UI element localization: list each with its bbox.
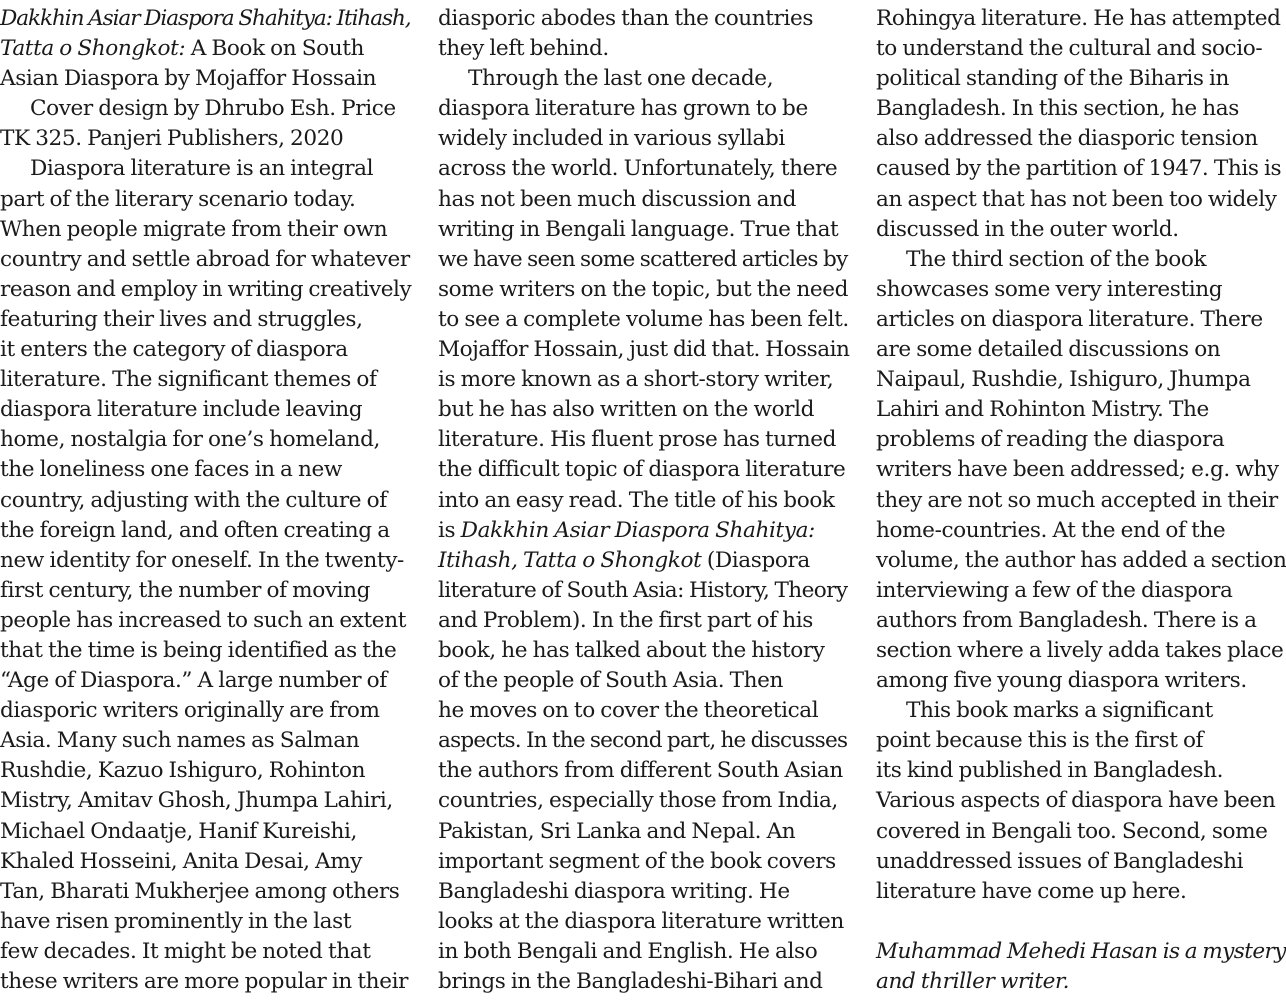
text-run: some writers on the topic, but the need xyxy=(438,276,849,302)
text-line xyxy=(0,937,412,967)
text-run: Michael Ondaatje, Hanif Kureishi, xyxy=(0,818,358,844)
text-column-1 xyxy=(0,4,412,997)
text-run: When people migrate from their own xyxy=(0,216,388,242)
text-run: of the people of South Asia. Then xyxy=(438,668,784,694)
text-run: into an easy read. The title of his book xyxy=(438,487,835,513)
text-run: Mojaffor Hossain, just did that. Hossain xyxy=(438,337,850,363)
text-line xyxy=(438,335,850,365)
text-line xyxy=(438,185,850,215)
italic-text-run: Dakkhin Asiar Diaspora Shahitya: Itihash, xyxy=(0,6,411,31)
text-line xyxy=(0,154,412,184)
text-run: This book marks a significant xyxy=(906,698,1213,724)
text-run: its kind published in Bangladesh. xyxy=(876,758,1224,784)
text-line xyxy=(438,455,850,485)
text-run: political standing of the Biharis in xyxy=(876,66,1230,92)
text-line xyxy=(876,4,1286,34)
text-line xyxy=(438,34,850,64)
text-line xyxy=(0,726,412,756)
text-run: Rushdie, Kazuo Ishiguro, Rohinton xyxy=(0,758,366,784)
text-run: is more known as a short-story writer, xyxy=(438,367,834,393)
text-run: countries, especially those from India, xyxy=(438,788,838,814)
text-run: problems of reading the diaspora xyxy=(876,427,1225,453)
text-run: section where a lively adda takes place xyxy=(876,637,1284,663)
text-line xyxy=(876,937,1286,967)
text-run: authors from Bangladesh. There is a xyxy=(876,607,1257,633)
text-run: to see a complete volume has been felt. xyxy=(438,306,849,332)
text-line xyxy=(438,877,850,907)
text-run: brings in the Bangladeshi-Bihari and xyxy=(438,969,823,994)
text-run: first century, the number of moving xyxy=(0,577,371,603)
text-run: country and settle abroad for whatever xyxy=(0,246,410,272)
text-line xyxy=(0,636,412,666)
italic-text-run: and thriller writer. xyxy=(876,969,1070,994)
text-line xyxy=(876,636,1286,666)
text-line xyxy=(438,666,850,696)
text-run: writers have been addressed; e.g. why xyxy=(876,457,1279,483)
line-spacer xyxy=(876,907,1286,937)
text-line xyxy=(0,275,412,305)
text-run: they are not so much accepted in their xyxy=(876,487,1278,513)
text-run: “Age of Diaspora.” A large number of xyxy=(0,668,387,694)
text-run: the loneliness one faces in a new xyxy=(0,457,342,483)
text-run: covered in Bengali too. Second, some xyxy=(876,818,1268,844)
text-line xyxy=(438,786,850,816)
text-line xyxy=(876,516,1286,546)
text-line xyxy=(876,94,1286,124)
text-line xyxy=(0,756,412,786)
text-line xyxy=(438,516,850,546)
text-line xyxy=(876,185,1286,215)
text-run: Mistry, Amitav Ghosh, Jhumpa Lahiri, xyxy=(0,788,393,814)
text-run: but he has also written on the world xyxy=(438,397,815,423)
text-run: The third section of the book xyxy=(906,246,1207,272)
text-line xyxy=(0,245,412,275)
text-run: country, adjusting with the culture of xyxy=(0,487,387,513)
text-line xyxy=(0,455,412,485)
text-line xyxy=(876,847,1286,877)
text-line xyxy=(876,64,1286,94)
text-line xyxy=(0,817,412,847)
text-line xyxy=(438,94,850,124)
text-line xyxy=(438,64,850,94)
text-line xyxy=(876,817,1286,847)
text-line xyxy=(0,395,412,425)
text-column-2 xyxy=(438,4,850,997)
text-run: home, nostalgia for one’s homeland, xyxy=(0,427,381,453)
italic-text-run: Dakkhin Asiar Diaspora Shahitya: xyxy=(460,517,815,543)
text-line xyxy=(0,546,412,576)
text-line xyxy=(438,245,850,275)
text-line xyxy=(438,576,850,606)
text-line xyxy=(876,967,1286,997)
text-line xyxy=(0,696,412,726)
text-run: across the world. Unfortunately, there xyxy=(438,156,838,182)
text-run: has not been much discussion and xyxy=(438,186,797,212)
text-line xyxy=(0,64,412,94)
text-line xyxy=(0,124,412,154)
text-line xyxy=(438,425,850,455)
text-line xyxy=(438,636,850,666)
text-line xyxy=(0,576,412,606)
text-line xyxy=(876,756,1286,786)
text-run: TK 325. Panjeri Publishers, 2020 xyxy=(0,126,344,152)
text-run: looks at the diaspora literature written xyxy=(438,908,844,934)
text-run: is xyxy=(438,517,461,543)
text-line xyxy=(0,516,412,546)
text-line xyxy=(876,576,1286,606)
text-line xyxy=(0,786,412,816)
text-run: the foreign land, and often creating a xyxy=(0,517,390,543)
text-line xyxy=(438,395,850,425)
text-run: point because this is the first of xyxy=(876,728,1204,754)
text-line xyxy=(876,877,1286,907)
text-run: literature. The significant themes of xyxy=(0,367,377,393)
text-line xyxy=(438,365,850,395)
text-run: articles on diaspora literature. There xyxy=(876,306,1263,332)
text-line xyxy=(876,546,1286,576)
book-review-page xyxy=(0,4,1286,1004)
text-run: have risen prominently in the last xyxy=(0,908,352,934)
text-line xyxy=(438,215,850,245)
text-line xyxy=(438,967,850,997)
text-run: Diaspora literature is an integral xyxy=(30,156,374,182)
text-run: caused by the partition of 1947. This is xyxy=(876,156,1282,182)
text-line xyxy=(438,696,850,726)
text-line xyxy=(0,425,412,455)
text-run: Asia. Many such names as Salman xyxy=(0,728,360,754)
text-line xyxy=(876,786,1286,816)
text-run: book, he has talked about the history xyxy=(438,637,825,663)
text-line xyxy=(438,305,850,335)
text-run: interviewing a few of the diaspora xyxy=(876,577,1233,603)
text-run: Rohingya literature. He has attempted xyxy=(876,6,1281,31)
text-line xyxy=(438,847,850,877)
text-line xyxy=(876,696,1286,726)
text-run: diasporic writers originally are from xyxy=(0,698,380,724)
text-run: Naipaul, Rushdie, Ishiguro, Jhumpa xyxy=(876,367,1251,393)
text-column-3 xyxy=(876,4,1286,997)
text-run: Lahiri and Rohinton Mistry. The xyxy=(876,397,1209,423)
text-line xyxy=(0,305,412,335)
text-run: literature have come up here. xyxy=(876,878,1187,904)
text-run: Various aspects of diaspora have been xyxy=(876,788,1276,814)
text-run: unaddressed issues of Bangladeshi xyxy=(876,848,1244,874)
text-line xyxy=(438,124,850,154)
text-run: widely included in various syllabi xyxy=(438,126,785,152)
text-run: (Diaspora xyxy=(701,547,810,573)
text-run: are some detailed discussions on xyxy=(876,337,1221,363)
text-run: few decades. It might be noted that xyxy=(0,938,371,964)
text-line xyxy=(438,756,850,786)
text-run: A Book on South xyxy=(185,36,365,62)
text-run: literature. His fluent prose has turned xyxy=(438,427,837,453)
text-run: an aspect that has not been too widely xyxy=(876,186,1277,212)
italic-text-run: Muhammad Mehedi Hasan is a mystery xyxy=(876,938,1286,964)
text-line xyxy=(0,967,412,997)
text-run: they left behind. xyxy=(438,36,609,62)
italic-text-run: Itihash, Tatta o Shongkot xyxy=(438,547,702,573)
text-run: in both Bengali and English. He also xyxy=(438,938,818,964)
text-line xyxy=(876,365,1286,395)
text-line xyxy=(0,4,412,34)
text-line xyxy=(0,94,412,124)
text-run: Pakistan, Sri Lanka and Nepal. An xyxy=(438,818,796,844)
text-run: new identity for oneself. In the twenty- xyxy=(0,547,404,573)
text-run: important segment of the book covers xyxy=(438,848,836,874)
italic-text-run: Tatta o Shongkot: xyxy=(0,36,186,62)
text-line xyxy=(438,606,850,636)
text-line xyxy=(438,4,850,34)
text-line xyxy=(0,606,412,636)
text-run: showcases some very interesting xyxy=(876,276,1223,302)
text-run: it enters the category of diaspora xyxy=(0,337,348,363)
text-run: Asian Diaspora by Mojaffor Hossain xyxy=(0,66,377,92)
text-run: these writers are more popular in their xyxy=(0,969,408,994)
text-run: diasporic abodes than the countries xyxy=(438,6,814,31)
text-run: reason and employ in writing creatively xyxy=(0,276,412,302)
text-run: part of the literary scenario today. xyxy=(0,186,356,212)
text-run: Tan, Bharati Mukherjee among others xyxy=(0,878,400,904)
text-run: that the time is being identified as the xyxy=(0,637,397,663)
text-line xyxy=(438,546,850,576)
text-run: literature of South Asia: History, Theory xyxy=(438,577,848,603)
text-line xyxy=(876,215,1286,245)
text-run: the difficult topic of diaspora literature xyxy=(438,457,846,483)
text-line xyxy=(438,907,850,937)
text-run: the authors from different South Asian xyxy=(438,758,843,784)
text-line xyxy=(0,486,412,516)
text-run: featuring their lives and struggles, xyxy=(0,306,363,332)
text-run: aspects. In the second part, he discusses xyxy=(438,728,848,754)
text-run: diaspora literature has grown to be xyxy=(438,96,808,122)
text-line xyxy=(0,335,412,365)
text-line xyxy=(876,425,1286,455)
text-line xyxy=(0,34,412,64)
text-run: discussed in the outer world. xyxy=(876,216,1179,242)
text-run: among five young diaspora writers. xyxy=(876,668,1247,694)
text-line xyxy=(876,34,1286,64)
text-line xyxy=(0,847,412,877)
text-line xyxy=(876,154,1286,184)
text-line xyxy=(438,937,850,967)
text-run: home-countries. At the end of the xyxy=(876,517,1226,543)
text-line xyxy=(0,185,412,215)
text-line xyxy=(876,455,1286,485)
text-line xyxy=(876,395,1286,425)
text-line xyxy=(876,726,1286,756)
text-run: writing in Bengali language. True that xyxy=(438,216,839,242)
text-run: diaspora literature include leaving xyxy=(0,397,363,423)
text-line xyxy=(0,365,412,395)
text-line xyxy=(438,486,850,516)
text-line xyxy=(438,817,850,847)
text-run: and Problem). In the first part of his xyxy=(438,607,813,633)
text-run: he moves on to cover the theoretical xyxy=(438,698,819,724)
text-line xyxy=(876,245,1286,275)
text-line xyxy=(0,907,412,937)
text-run: Khaled Hosseini, Anita Desai, Amy xyxy=(0,848,363,874)
text-line xyxy=(876,124,1286,154)
text-run: we have seen some scattered articles by xyxy=(438,246,848,272)
text-line xyxy=(876,335,1286,365)
text-line xyxy=(438,154,850,184)
text-run: also addressed the diasporic tension xyxy=(876,126,1258,152)
text-run: Bangladeshi diaspora writing. He xyxy=(438,878,790,904)
text-line xyxy=(876,486,1286,516)
text-run: to understand the cultural and socio- xyxy=(876,36,1263,62)
text-line xyxy=(876,666,1286,696)
text-run: people has increased to such an extent xyxy=(0,607,406,633)
text-line xyxy=(0,215,412,245)
text-line xyxy=(876,606,1286,636)
text-line xyxy=(438,275,850,305)
text-line xyxy=(0,666,412,696)
text-run: Bangladesh. In this section, he has xyxy=(876,96,1239,122)
text-run: Cover design by Dhrubo Esh. Price xyxy=(30,96,396,122)
text-line xyxy=(0,877,412,907)
text-line xyxy=(876,305,1286,335)
text-run: Through the last one decade, xyxy=(468,66,774,92)
text-line xyxy=(438,726,850,756)
text-line xyxy=(876,275,1286,305)
text-run: volume, the author has added a section xyxy=(876,547,1286,573)
